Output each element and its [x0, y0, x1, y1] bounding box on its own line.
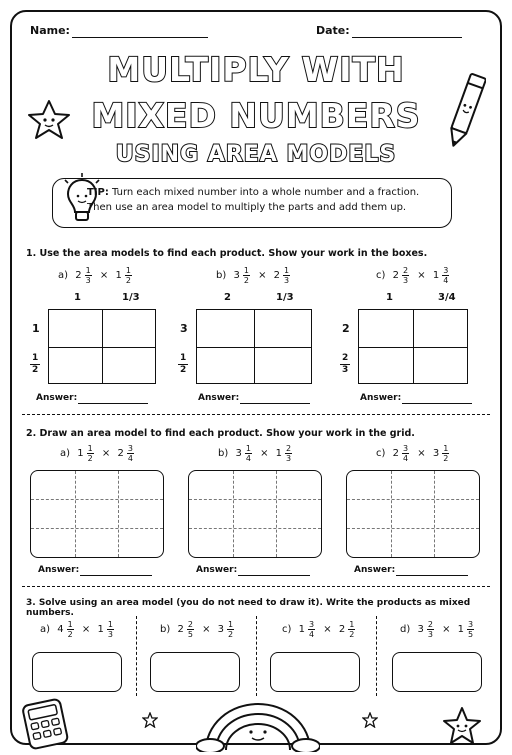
answer-line-2a[interactable] [80, 575, 152, 576]
top-label-right: 1/3 [276, 292, 294, 303]
star-icon [442, 706, 482, 746]
denominator: 3 [85, 276, 91, 285]
denominator: 3 [402, 276, 409, 285]
whole-number: 1 [77, 448, 84, 459]
times-sign: × [101, 448, 111, 459]
fraction [427, 620, 434, 639]
section-divider [22, 414, 490, 415]
times-sign: × [258, 270, 267, 281]
grid-2a[interactable] [30, 470, 164, 558]
numerator: 3 [402, 444, 409, 453]
whole-number: 1 [457, 624, 465, 635]
problem-label: a) [58, 270, 69, 281]
denominator: 2 [243, 276, 249, 285]
whole-number: 2 [392, 448, 399, 459]
answer-box-3b[interactable] [150, 652, 240, 692]
whole-number: 4 [57, 624, 64, 635]
numerator: 1 [107, 620, 113, 629]
answer-label: Answer: [36, 393, 78, 403]
problem-label: a) [60, 448, 71, 459]
top-label-left: 1 [386, 292, 393, 303]
answer-label: Answer: [198, 393, 240, 403]
numerator: 3 [127, 444, 133, 453]
denominator: 4 [245, 454, 251, 463]
rainbow-icon [196, 692, 320, 752]
name-line[interactable] [72, 37, 208, 38]
whole-number: 1 [115, 270, 122, 281]
whole-number: 3 [432, 448, 440, 459]
area-model-1b[interactable] [196, 309, 312, 384]
fraction [85, 266, 92, 285]
problem-1b [216, 266, 291, 285]
whole-number: 1 [275, 448, 283, 459]
denominator: 2 [228, 630, 234, 639]
answer-label: Answer: [354, 565, 396, 575]
column-divider [256, 616, 257, 696]
fraction [107, 620, 114, 639]
numerator: 1 [443, 444, 449, 453]
top-label-right: 3/4 [438, 292, 456, 303]
side-label-fraction [30, 353, 40, 376]
title-line-3: USING AREA MODELS [115, 142, 397, 167]
problem-label: c) [376, 448, 386, 459]
answer-box-3a[interactable] [32, 652, 122, 692]
fraction [227, 620, 234, 639]
denominator: 5 [187, 630, 193, 639]
area-model-1c[interactable] [358, 309, 468, 384]
section-divider [22, 586, 490, 587]
numerator: 1 [67, 620, 73, 629]
top-label-left: 1 [74, 292, 81, 303]
answer-label: Answer: [196, 565, 238, 575]
pencil-icon [446, 66, 486, 156]
fraction [442, 266, 449, 285]
answer-label: Answer: [360, 393, 402, 403]
whole-number: 2 [392, 270, 399, 281]
whole-number: 2 [75, 270, 82, 281]
numerator: 1 [243, 266, 249, 275]
whole-number: 2 [177, 624, 184, 635]
denominator: 2 [125, 276, 131, 285]
problem-label: d) [400, 624, 411, 635]
side-label-top: 3 [180, 322, 188, 335]
numerator: 3 [468, 620, 474, 629]
answer-line-2c[interactable] [396, 575, 468, 576]
denominator: 2 [87, 454, 93, 463]
problem-1c [376, 266, 450, 285]
tip-text [87, 185, 447, 215]
numerator: 1 [85, 266, 91, 275]
numerator: 2 [286, 444, 292, 453]
whole-number: 3 [217, 624, 225, 635]
answer-label: Answer: [38, 565, 80, 575]
numerator: 2 [402, 266, 409, 275]
whole-number: 2 [273, 270, 281, 281]
denominator: 4 [402, 454, 409, 463]
fraction [87, 444, 94, 463]
side-label-top: 2 [342, 322, 350, 335]
fraction [245, 444, 252, 463]
times-sign: × [260, 448, 269, 459]
fraction [285, 444, 292, 463]
numerator: 2 [342, 353, 349, 363]
denominator: 2 [67, 630, 73, 639]
problem-2b [218, 444, 293, 463]
problem-1a [58, 266, 133, 285]
problem-2a [60, 444, 135, 463]
denominator: 4 [308, 630, 315, 639]
fraction [127, 444, 134, 463]
numerator: 1 [32, 353, 39, 363]
problem-3c [282, 620, 356, 639]
times-sign: × [323, 624, 332, 635]
problem-label: c) [282, 624, 292, 635]
section-3-instruction: 3. Solve using an area model (you do not need to draw it). Write the products as mixed numbers. [26, 598, 471, 618]
whole-number: 1 [432, 270, 440, 281]
fraction [402, 266, 409, 285]
denominator: 2 [443, 454, 449, 463]
whole-number: 2 [338, 624, 346, 635]
answer-box-3d[interactable] [392, 652, 482, 692]
calculator-icon [18, 696, 72, 750]
answer-line-1a[interactable] [78, 403, 148, 404]
name-label: Name: [30, 24, 70, 37]
problem-label: b) [160, 624, 171, 635]
numerator: 3 [443, 266, 449, 275]
denominator: 3 [107, 630, 113, 639]
denominator: 4 [127, 454, 133, 463]
times-sign: × [81, 624, 91, 635]
problem-label: c) [376, 270, 386, 281]
star-icon [362, 712, 378, 728]
denominator: 2 [349, 630, 355, 639]
numerator: 1 [180, 353, 187, 363]
date-line[interactable] [352, 37, 462, 38]
whole-number: 3 [233, 270, 240, 281]
answer-line-2b[interactable] [238, 575, 310, 576]
tip-body: Turn each mixed number into a whole number and a fraction. Then use an area model to multiply the parts and add them up. [87, 187, 420, 213]
column-divider [136, 616, 137, 696]
star-icon [142, 712, 158, 728]
problem-3a [40, 620, 115, 639]
numerator: 2 [187, 620, 193, 629]
whole-number: 1 [97, 624, 104, 635]
numerator: 1 [284, 266, 290, 275]
times-sign: × [442, 624, 451, 635]
times-sign: × [417, 448, 426, 459]
title-line-1: MULTIPLY WITH [107, 50, 405, 89]
numerator: 1 [245, 444, 251, 453]
whole-number: 3 [417, 624, 424, 635]
fraction [308, 620, 315, 639]
area-model-1a[interactable] [48, 309, 156, 384]
fraction [243, 266, 250, 285]
title-line-2: MIXED NUMBERS [91, 96, 421, 135]
denominator: 3 [427, 630, 433, 639]
side-label-fraction [340, 353, 350, 376]
side-label-fraction [178, 353, 188, 376]
fraction [402, 444, 409, 463]
problem-label: a) [40, 624, 51, 635]
problem-label: b) [218, 448, 229, 459]
section-2-instruction: 2. Draw an area model to find each product. Show your work in the grid. [26, 428, 415, 439]
times-sign: × [417, 270, 426, 281]
fraction [283, 266, 290, 285]
numerator: 1 [87, 444, 93, 453]
whole-number: 2 [117, 448, 124, 459]
problem-3d [400, 620, 475, 639]
times-sign: × [99, 270, 109, 281]
denominator: 3 [342, 365, 349, 375]
answer-line-1c[interactable] [402, 403, 472, 404]
answer-box-3c[interactable] [270, 652, 360, 692]
grid-2c[interactable] [346, 470, 480, 558]
denominator: 2 [180, 365, 187, 375]
denominator: 4 [443, 276, 449, 285]
top-label-left: 2 [224, 292, 231, 303]
tip-label: TIP: [87, 187, 109, 198]
date-label: Date: [316, 24, 350, 37]
fraction [125, 266, 132, 285]
denominator: 2 [32, 365, 39, 375]
problem-label: b) [216, 270, 227, 281]
whole-number: 1 [298, 624, 305, 635]
problem-2c [376, 444, 450, 463]
numerator: 1 [349, 620, 355, 629]
side-label-top: 1 [32, 322, 40, 335]
fraction [187, 620, 194, 639]
star-icon [26, 98, 72, 142]
denominator: 5 [468, 630, 474, 639]
numerator: 1 [125, 266, 131, 275]
section-1-instruction: 1. Use the area models to find each product. Show your work in the boxes. [26, 248, 428, 259]
numerator: 2 [427, 620, 433, 629]
denominator: 3 [286, 454, 292, 463]
fraction [348, 620, 355, 639]
grid-2b[interactable] [188, 470, 322, 558]
tip-box [52, 178, 452, 228]
fraction [67, 620, 74, 639]
whole-number: 3 [235, 448, 242, 459]
top-label-right: 1/3 [122, 292, 140, 303]
problem-3b [160, 620, 235, 639]
numerator: 3 [308, 620, 315, 629]
fraction [442, 444, 449, 463]
answer-line-1b[interactable] [240, 403, 310, 404]
denominator: 3 [284, 276, 290, 285]
numerator: 1 [228, 620, 234, 629]
times-sign: × [202, 624, 211, 635]
fraction [467, 620, 474, 639]
column-divider [376, 616, 377, 696]
